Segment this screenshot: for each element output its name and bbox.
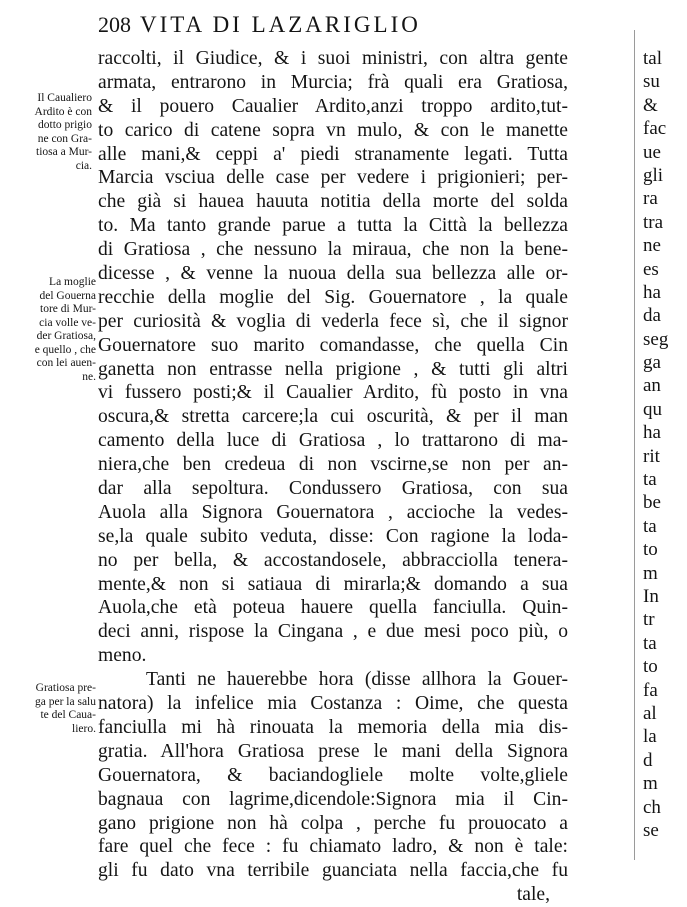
- marginal-note-line: tore di Mur-: [40, 303, 96, 315]
- marginal-note-line: liero.: [72, 722, 96, 735]
- fragment-line: ch: [643, 796, 661, 818]
- text-line: meno.: [98, 645, 147, 667]
- text-line: & il pouero Caualier Ardito,anzi troppo ardito,tut-: [98, 95, 568, 117]
- marginal-note-line: ne.: [82, 370, 96, 383]
- fragment-line: gli: [643, 164, 664, 186]
- fragment-line: fa: [643, 679, 658, 701]
- fragment-line: ga: [643, 352, 661, 374]
- text-line: fanciulla mi hà rinouata la memoria della mia dis-: [98, 716, 568, 738]
- fragment-line: fac: [643, 118, 667, 140]
- text-line: recchie della moglie del Sig. Gouernatore , la quale: [98, 286, 568, 308]
- fragment-line: In: [643, 585, 659, 607]
- fragment-line: an: [643, 375, 661, 397]
- text-line: Marcia vsciua delle case per vedere i prigionieri; per-: [98, 167, 568, 189]
- fragment-line: ha: [643, 281, 661, 303]
- text-line: Auola,che età poteua hauere quella fanciulla. Quin-: [98, 597, 568, 619]
- fragment-line: qu: [643, 398, 662, 420]
- marginal-note-line: Gratiosa pre-: [35, 682, 96, 694]
- marginal-note-governor-wife: [0, 276, 96, 384]
- fragment-line: ue: [643, 141, 661, 163]
- text-line: armata, entrarono in Murcia; frà quali era Gratiosa,: [98, 71, 568, 93]
- fragment-line: m: [643, 562, 658, 584]
- fragment-line: su: [643, 71, 660, 93]
- text-line: dicesse , & venne la nuoua della sua bellezza alle or-: [98, 263, 568, 285]
- fragment-line: tra: [643, 211, 664, 233]
- marginal-note-line: dotto prigio: [38, 119, 92, 131]
- text-line: bagnaua con lagrime,dicendole:Signora mia il Cin-: [98, 788, 568, 810]
- fragment-line: to: [643, 539, 658, 561]
- marginal-note-line: tiosa a Mur-: [36, 146, 92, 158]
- text-line: Gouernatore suo marito comandasse, che quella Cin: [98, 334, 568, 356]
- fragment-line: ra: [643, 188, 658, 210]
- fragment-line: da: [643, 305, 661, 327]
- page-gutter-divider: [634, 30, 635, 860]
- fragment-line: tal: [643, 48, 662, 69]
- fragment-line: be: [643, 492, 661, 514]
- text-line: che già si hauea hauuta notitia della morte del solda: [98, 191, 568, 213]
- text-line: alle mani,& ceppi a' piedi stranamente legati. Tutta: [98, 143, 568, 165]
- page-number: 208: [98, 12, 131, 37]
- text-line: per curiosità & voglia di vederla fece sì, che il signor: [98, 310, 568, 332]
- text-line: camento della luce di Gratiosa , lo trattarono di ma-: [98, 430, 568, 452]
- text-line: gano prigione non hà colpa , perche fu prouocato a: [98, 812, 568, 834]
- text-line: niera,che ben credeua di non vscirne,se non per an-: [98, 454, 568, 476]
- fragment-line: m: [643, 773, 658, 795]
- fragment-line: ta: [643, 469, 657, 491]
- marginal-note-line: Il Caualiero: [37, 92, 92, 104]
- marginal-note-line: con lei auen-: [36, 357, 96, 369]
- marginal-note-line: cia.: [75, 159, 92, 172]
- marginal-note-line: ne con Gra-: [37, 132, 92, 145]
- text-line: raccolti, il Giudice, & i suoi ministri, con altra gente: [98, 48, 568, 69]
- marginal-note-gratiosa-pleads: [0, 682, 96, 736]
- facing-page-fragment: [643, 47, 668, 842]
- text-line: se,la quale subito veduta, disse: Con ragione la loda-: [98, 525, 568, 547]
- text-line: Auola alla Signora Gouernatora , accioche la vedes-: [98, 501, 568, 523]
- running-title: VITA DI LAZARIGLIO: [140, 12, 421, 37]
- marginal-note-line: e quello , che: [34, 343, 96, 356]
- fragment-line: tr: [643, 609, 655, 631]
- marginal-note-line: del Gouerna: [39, 289, 96, 302]
- fragment-line: ta: [643, 632, 657, 654]
- text-line: mente,& non si satiaua di mirarla;& domando a sua: [98, 573, 568, 595]
- fragment-line: se: [643, 819, 659, 841]
- text-line: vi fussero posti;& il Caualier Ardito, fù posto in vna: [98, 382, 568, 404]
- marginal-note-line: ga per la salu: [35, 695, 96, 708]
- text-line: no per bella, & accostandosele, abbracciolla tenera-: [98, 549, 568, 571]
- main-text-block: [98, 47, 568, 907]
- fragment-line: to: [643, 656, 658, 678]
- text-line: to carico di catene sopra vn mulo, & con le manette: [98, 119, 568, 141]
- text-line: dar alla sepoltura. Condussero Gratiosa, con sua: [98, 478, 568, 500]
- fragment-line: ta: [643, 515, 657, 537]
- marginal-note-prisoner: [0, 92, 92, 173]
- catchword: tale,: [516, 884, 550, 906]
- marginal-note-line: der Gratiosa,: [36, 330, 96, 342]
- fragment-line: d: [643, 749, 653, 771]
- fragment-line: seg: [643, 328, 669, 350]
- marginal-note-line: Ardito è con: [34, 105, 92, 118]
- text-line: fare quel che fece : fu chiamato ladro, & non è tale:: [98, 836, 568, 858]
- text-line: Gouernatora, & baciandogliele molte volte,gliele: [98, 764, 568, 786]
- marginal-note-line: La moglie: [49, 276, 96, 288]
- text-line: natora) la infelice mia Costanza : Oime, che questa: [98, 693, 568, 715]
- fragment-line: ha: [643, 422, 661, 444]
- fragment-line: &: [643, 94, 658, 116]
- fragment-line: rit: [643, 445, 660, 467]
- text-line: di Gratiosa , che nessuno la miraua, che non la bene-: [98, 239, 568, 261]
- marginal-note-line: te del Caua-: [40, 709, 96, 721]
- marginal-note-line: cia volle ve-: [39, 316, 96, 329]
- text-line: gratia. All'hora Gratiosa prese le mani della Signora: [98, 740, 568, 762]
- text-line: deci anni, rispose la Cingana , e due mesi poco più, o: [98, 621, 568, 643]
- text-line: Tanti ne hauerebbe hora (disse allhora la Gouer-: [146, 669, 568, 691]
- fragment-line: al: [643, 702, 657, 724]
- fragment-line: ne: [643, 235, 661, 257]
- text-line: ganetta non entrasse nella prigione , & tutti gli altri: [98, 358, 568, 380]
- text-line: gli fu dato vna terribile guanciata nella faccia,che fu: [98, 860, 568, 882]
- fragment-line: la: [643, 726, 657, 748]
- text-line: oscura,& stretta carcere;la cui oscurità, & per il man: [98, 406, 568, 428]
- fragment-line: es: [643, 258, 659, 280]
- text-line: to. Ma tanto grande parue a tutta la Città la bellezza: [98, 215, 568, 237]
